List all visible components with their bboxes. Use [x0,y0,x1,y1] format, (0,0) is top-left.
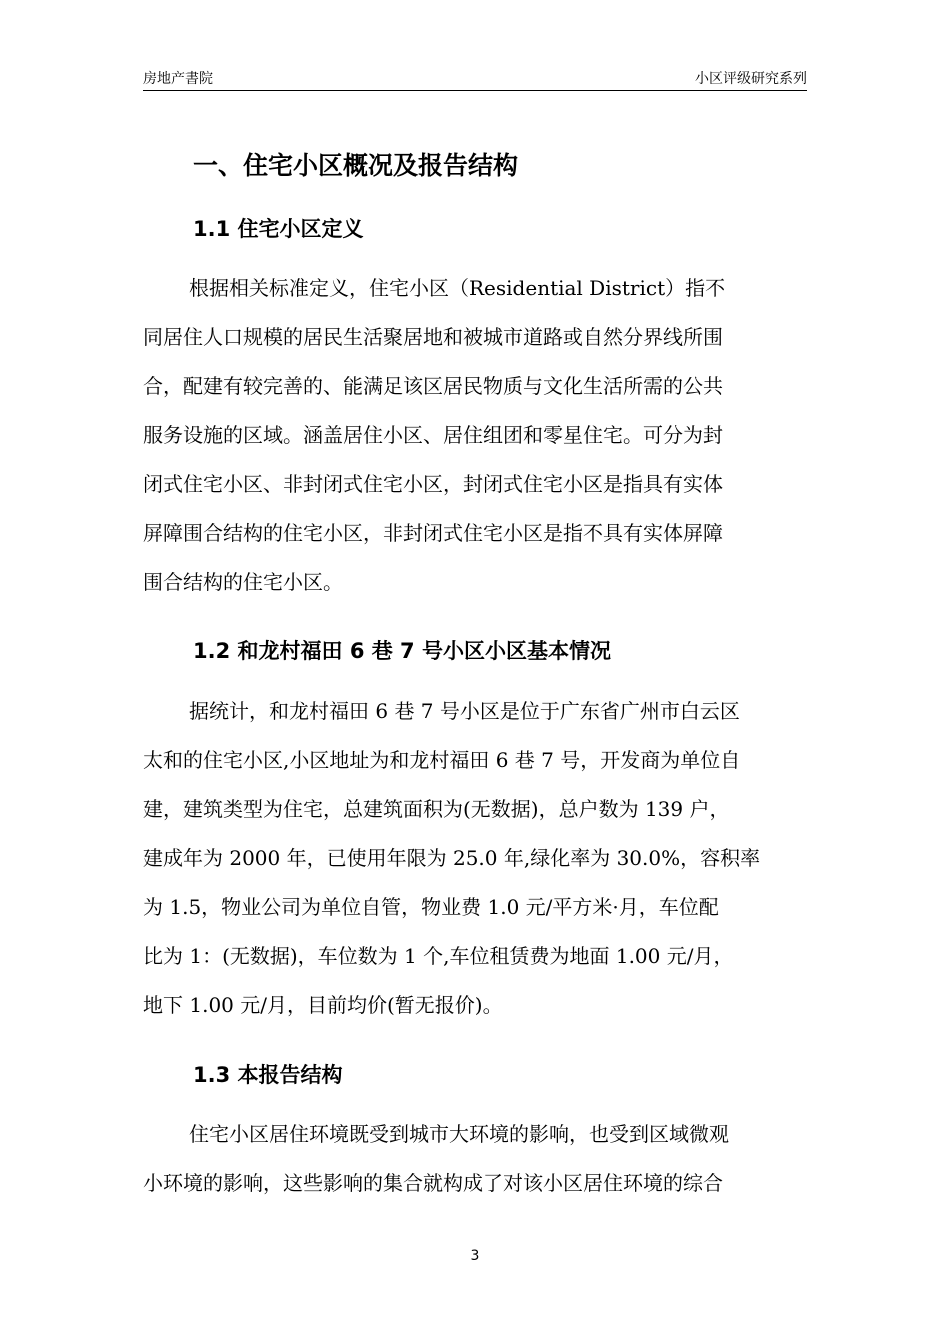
paragraph-line: 闭式住宅小区、非封闭式住宅小区，封闭式住宅小区是指具有实体 [143,472,723,496]
paragraph-line: 太和的住宅小区,小区地址为和龙村福田 6 巷 7 号，开发商为单位自 [143,748,741,772]
section-body-1-1 [143,264,807,607]
page-header [143,68,807,91]
paragraph-line: 建成年为 2000 年，已使用年限为 25.0 年,绿化率为 30.0%，容积率 [143,846,761,870]
paragraph-line: 服务设施的区域。涵盖居住小区、居住组团和零星住宅。可分为封 [143,423,723,447]
section-title-1-1: 1.1 住宅小区定义 [193,217,364,241]
paragraph-line: 地下 1.00 元/月，目前均价(暂无报价)。 [143,993,503,1017]
section-body-1-2 [143,687,807,1030]
paragraph-line: 同居住人口规模的居民生活聚居地和被城市道路或自然分界线所围 [143,325,723,349]
paragraph-line: 住宅小区居住环境既受到城市大环境的影响，也受到区域微观 [189,1122,729,1146]
paragraph-line: 比为 1：(无数据)，车位数为 1 个,车位租赁费为地面 1.00 元/月， [143,944,734,968]
chapter-title: 一、住宅小区概况及报告结构 [193,151,519,180]
section-title-1-3: 1.3 本报告结构 [193,1063,343,1087]
paragraph-line: 为 1.5，物业公司为单位自管，物业费 1.0 元/平方米·月，车位配 [143,895,719,919]
paragraph-line: 小环境的影响，这些影响的集合就构成了对该小区居住环境的综合 [143,1171,723,1195]
header-publisher: 房地产書院 [143,71,213,87]
paragraph-line: 根据相关标准定义，住宅小区（Residential District）指不 [189,276,726,300]
section-title-1-2: 1.2 和龙村福田 6 巷 7 号小区小区基本情况 [193,639,611,663]
header-series-title: 小区评级研究系列 [695,71,807,87]
paragraph-line: 围合结构的住宅小区。 [143,570,343,594]
paragraph-line: 据统计，和龙村福田 6 巷 7 号小区是位于广东省广州市白云区 [189,699,740,723]
page-number: 3 [470,1248,480,1264]
paragraph-line: 合，配建有较完善的、能满足该区居民物质与文化生活所需的公共 [143,374,723,398]
paragraph-line: 屏障围合结构的住宅小区，非封闭式住宅小区是指不具有实体屏障 [143,521,723,545]
section-body-1-3 [143,1110,807,1208]
paragraph-line: 建，建筑类型为住宅，总建筑面积为(无数据)，总户数为 139 户， [143,797,730,821]
